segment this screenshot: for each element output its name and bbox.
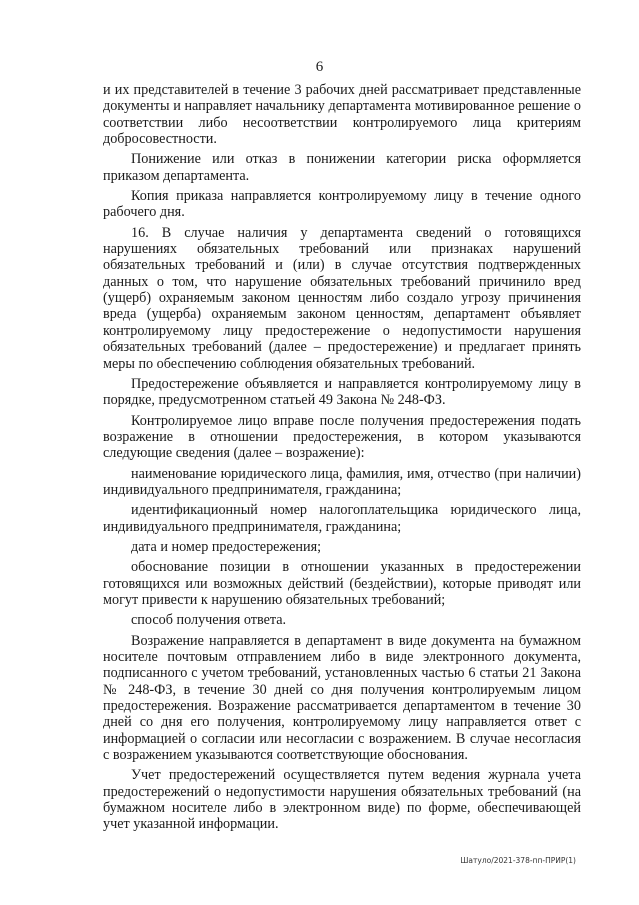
page-number: 6 [315,59,324,75]
paragraph-objection-right: Контролируемое лицо вправе после получения предостережения подать возражение в отношении предостережения, в котором указываются следующие сведения (далее – возражение): [103,412,581,462]
list-item-name: наименование юридического лица, фамилия, имя, отчество (при наличии) индивидуального предпринимателя, гражданина; [103,465,581,498]
paragraph-warning-procedure: Предостережение объявляется и направляется контролируемому лицу в порядке, предусмотренном статьей 49 Закона № 248-ФЗ. [103,375,581,409]
list-item-date-number: дата и номер предостережения; [131,538,322,555]
list-item-justification: обоснование позиции в отношении указанных в предостережении готовящихся или возможных действий (бездействии), которые приводят или могут привести к нарушению обязательных требований; [103,559,581,608]
list-item-response-method: способ получения ответа. [131,612,287,629]
footer-document-code: Шатуло/2021-378-пп-ПРИР(1) [460,856,576,865]
paragraph-continuation: и их представителей в течение 3 рабочих дней рассматривает представленные документы и направляет начальнику департамента мотивированное решение о соответствии либо несоответствии контролируемого лица критериям добросовестности. [103,82,581,148]
paragraph-risk-category-order: Понижение или отказ в понижении категории риска оформляется приказом департамента. [103,151,581,184]
paragraph-objection-submission: Возражение направляется в департамент в виде документа на бумажном носителе почтовым отправлением либо в виде электронного документа, подписанного с учетом требований, установленных частью 6 статьи 21 Закона № 248-ФЗ, в течение 30 дней со дня получения контролируемым лицом предостережения. Возражение рассматривается департаментом в течение 30 дней со дня его получения, контролируемому лицу направляется ответ с информацией о согласии или несогласии с возражением. В случае несогласия с возражением указываются соответствующие обоснования. [103,632,581,764]
list-item-inn: идентификационный номер налогоплательщика юридического лица, индивидуального предпринимателя, гражданина; [103,502,581,535]
paragraph-order-copy: Копия приказа направляется контролируемому лицу в течение одного рабочего дня. [103,188,581,221]
paragraph-16-warning: 16. В случае наличия у департамента сведений о готовящихся нарушениях обязательных требований или признаках нарушений обязательных требований и (или) в случае отсутствия подтвержденных данных о том, что нарушение обязательных требований причинило вред (ущерб) охраняемым законом ценностям либо создало угрозу причинения вреда (ущерба) охраняемым законом ценностям, департамент объявляет контролируемому лицу предостережение о недопустимости нарушения обязательных требований (далее – предостережение) и предлагает принять меры по обеспечению соблюдения обязательных требований. [103,224,581,372]
document-body [103,82,581,833]
paragraph-warning-register: Учет предостережений осуществляется путем ведения журнала учета предостережений о недопустимости нарушения обязательных требований (на бумажном носителе либо в электронном виде) по форме, обеспечивающей учет указанной информации. [103,767,581,833]
